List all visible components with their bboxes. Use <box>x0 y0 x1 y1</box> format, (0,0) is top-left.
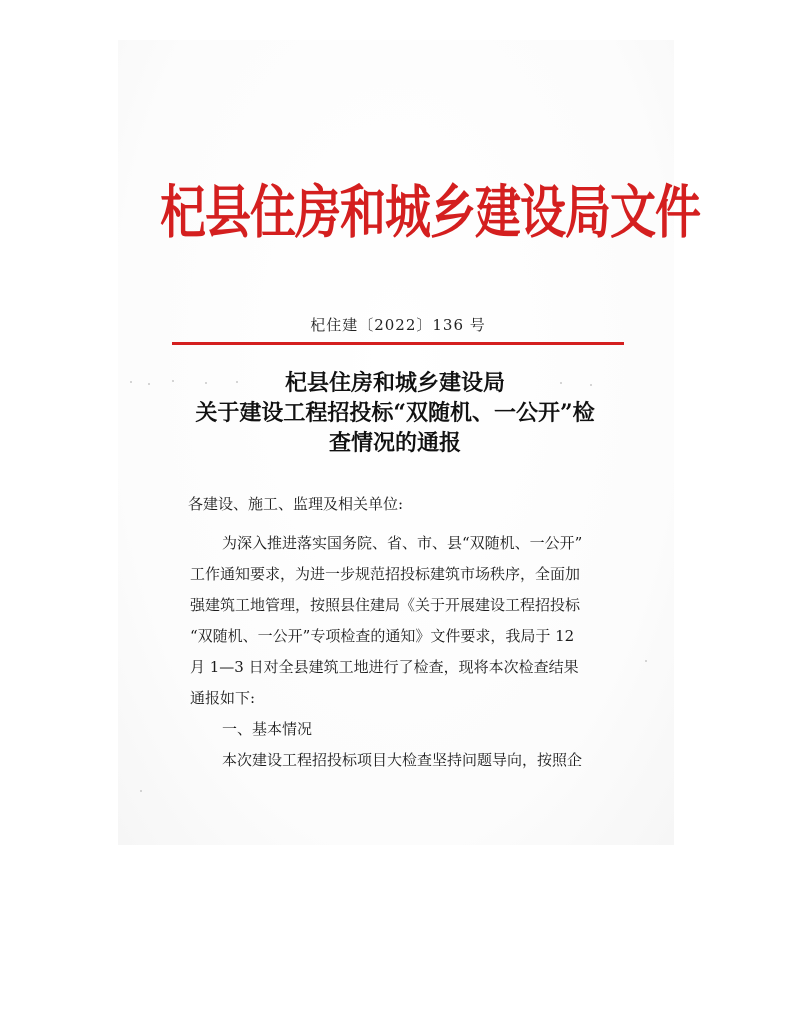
scan-speck <box>130 381 132 383</box>
document-title <box>150 368 640 458</box>
title-line-2: 关于建设工程招投标“双随机、一公开”检 <box>195 400 595 426</box>
red-masthead: 杞县住房和城乡建设局文件 <box>160 178 700 246</box>
title-line-3: 查情况的通报 <box>328 430 461 456</box>
scan-speck <box>236 381 238 383</box>
section-heading: 一、基本情况 <box>222 720 313 738</box>
document-number: 杞住建〔2022〕136 号 <box>310 316 486 334</box>
salutation: 各建设、施工、监理及相关单位: <box>188 495 404 513</box>
body-line: 通报如下: <box>190 689 256 707</box>
body-line: 本次建设工程招投标项目大检查坚持问题导向，按照企 <box>222 751 583 769</box>
scan-speck <box>205 382 207 384</box>
scan-speck <box>590 384 592 386</box>
body-line: 为深入推进落实国务院、省、市、县“双随机、一公开” <box>222 534 583 552</box>
title-line-1: 杞县住房和城乡建设局 <box>284 370 505 396</box>
red-divider-line <box>172 342 624 345</box>
body-line: “双随机、一公开”专项检查的通知》文件要求，我局于 12 <box>190 627 575 645</box>
scan-speck <box>172 380 174 382</box>
body-line: 月 1—3 日对全县建筑工地进行了检查，现将本次检查结果 <box>190 658 579 676</box>
scan-speck <box>645 660 647 662</box>
body-line: 强建筑工地管理，按照县住建局《关于开展建设工程招投标 <box>190 596 581 614</box>
scan-speck <box>148 383 150 385</box>
scan-speck <box>140 790 142 792</box>
body-text <box>190 528 620 776</box>
scan-speck <box>560 382 562 384</box>
body-line: 工作通知要求，为进一步规范招投标建筑市场秩序，全面加 <box>190 565 581 583</box>
